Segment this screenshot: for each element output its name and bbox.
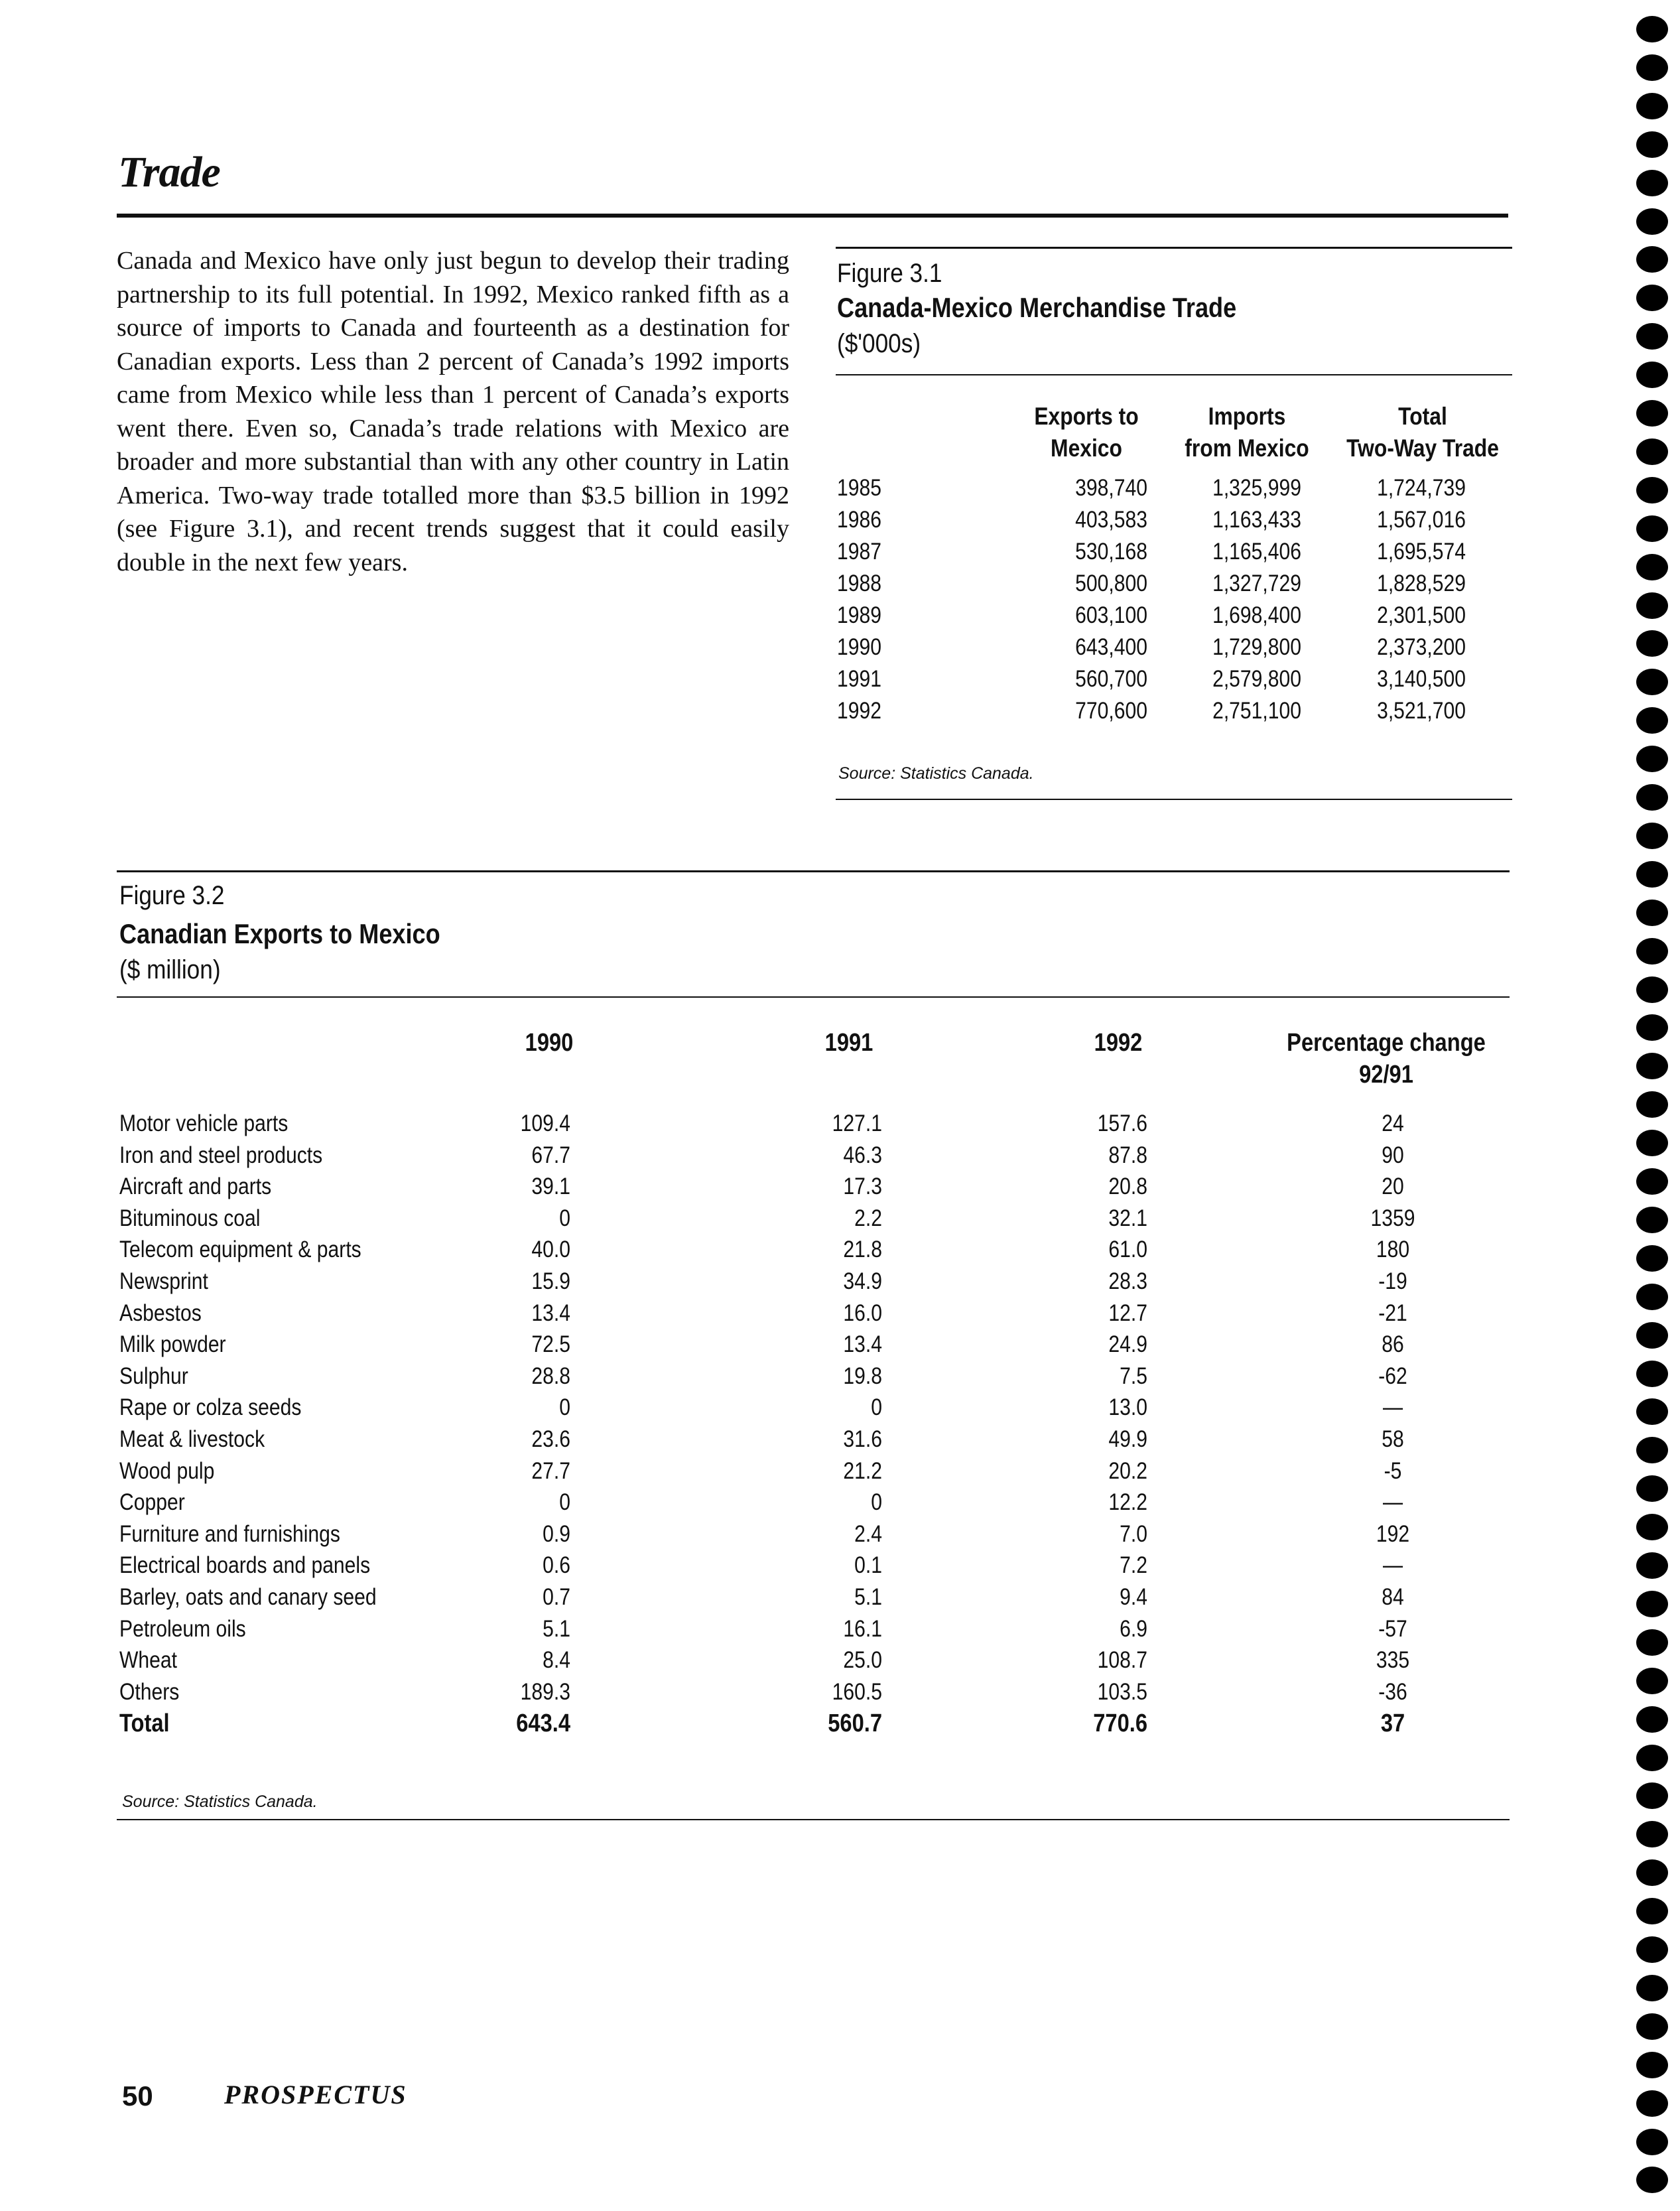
binding-hole: [1636, 16, 1668, 42]
total-cell: 1,724,739: [1377, 475, 1466, 501]
pct-change-cell: -21: [1378, 1300, 1407, 1326]
imports-cell: 1,325,999: [1212, 475, 1301, 501]
binding-hole: [1636, 746, 1668, 772]
binding-hole: [1636, 1668, 1668, 1694]
value-1992-cell: 28.3: [1108, 1268, 1147, 1294]
binding-hole: [1636, 1284, 1668, 1310]
value-1992-cell: 13.0: [1108, 1394, 1147, 1421]
value-1990-cell: 0.7: [543, 1584, 570, 1610]
value-1990-cell: 0: [559, 1205, 570, 1231]
item-label-cell: Asbestos: [119, 1300, 202, 1326]
year-cell: 1986: [837, 507, 881, 533]
binding-hole: [1636, 554, 1668, 580]
value-1990-cell: 15.9: [531, 1268, 570, 1294]
value-1990-cell: 0: [559, 1394, 570, 1421]
total-cell: 2,373,200: [1377, 634, 1466, 660]
item-label-cell: Furniture and furnishings: [119, 1520, 340, 1547]
value-1991-cell: 0: [871, 1394, 882, 1421]
item-label-cell: Bituminous coal: [119, 1205, 261, 1231]
binding-hole: [1636, 2052, 1668, 2078]
binding-hole: [1636, 285, 1668, 311]
value-1992-cell: 12.7: [1108, 1300, 1147, 1326]
item-label-cell: Copper: [119, 1489, 185, 1516]
pct-change-cell: 37: [1380, 1709, 1405, 1738]
item-label-cell: Electrical boards and panels: [119, 1552, 371, 1579]
year-cell: 1992: [837, 698, 881, 724]
binding-hole: [1636, 93, 1668, 119]
pct-change-cell: -62: [1378, 1363, 1407, 1389]
pct-change-cell: -19: [1378, 1268, 1407, 1294]
figure-3-1-title-rule: [836, 374, 1512, 375]
pct-change-cell: 86: [1382, 1331, 1404, 1358]
binding-hole: [1636, 515, 1668, 542]
figure-3-1-unit: ($'000s): [837, 329, 921, 358]
imports-cell: 1,698,400: [1212, 602, 1301, 628]
figure-3-1-bottom-rule: [836, 799, 1512, 800]
value-1990-cell: 0: [559, 1489, 570, 1516]
binding-hole: [1636, 1859, 1668, 1886]
binding-hole: [1636, 131, 1668, 158]
pct-change-cell: 58: [1382, 1426, 1404, 1452]
col-header-1990: 1990: [525, 1029, 574, 1057]
pct-change-cell: -36: [1378, 1678, 1407, 1705]
value-1990-cell: 27.7: [531, 1457, 570, 1484]
binding-hole: [1636, 2167, 1668, 2193]
value-1990-cell: 5.1: [543, 1615, 570, 1642]
binding-hole: [1636, 1898, 1668, 1924]
exports-cell: 403,583: [1075, 507, 1147, 533]
total-cell: 2,301,500: [1377, 602, 1466, 628]
value-1991-cell: 0: [871, 1489, 882, 1516]
item-label-cell: Total: [119, 1709, 170, 1738]
value-1992-cell: 7.5: [1120, 1363, 1147, 1389]
binding-hole: [1636, 2090, 1668, 2117]
item-label-cell: Milk powder: [119, 1331, 226, 1358]
binding-hole: [1636, 1782, 1668, 1809]
binding-hole: [1636, 630, 1668, 657]
section-title-rule: [117, 214, 1508, 218]
binding-hole: [1636, 1361, 1668, 1387]
binding-hole: [1636, 1475, 1668, 1502]
binding-hole: [1636, 2013, 1668, 2040]
binding-hole: [1636, 900, 1668, 926]
value-1990-cell: 643.4: [516, 1709, 570, 1738]
value-1991-cell: 34.9: [843, 1268, 882, 1294]
item-label-cell: Motor vehicle parts: [119, 1110, 289, 1136]
item-label-cell: Meat & livestock: [119, 1426, 265, 1452]
figure-3-1-number: Figure 3.1: [837, 259, 942, 288]
binding-hole: [1636, 1745, 1668, 1771]
value-1992-cell: 6.9: [1120, 1615, 1147, 1642]
total-cell: 1,695,574: [1377, 539, 1466, 565]
figure-3-1-title: Canada-Mexico Merchandise Trade: [837, 292, 1237, 323]
item-label-cell: Aircraft and parts: [119, 1173, 272, 1200]
value-1991-cell: 160.5: [832, 1678, 882, 1705]
figure-3-1-top-rule: [836, 247, 1512, 249]
value-1991-cell: 2.4: [854, 1520, 882, 1547]
binding-hole: [1636, 1398, 1668, 1425]
pct-change-cell: -57: [1378, 1615, 1407, 1642]
page-number: 50: [122, 2080, 153, 2111]
exports-cell: 770,600: [1075, 698, 1147, 724]
binding-hole: [1636, 592, 1668, 619]
figure-3-1-source: Source: Statistics Canada.: [838, 764, 1034, 783]
value-1990-cell: 0.9: [543, 1520, 570, 1547]
binding-hole: [1636, 1130, 1668, 1156]
col-header-pct: Percentage change 92/91: [1287, 1029, 1486, 1089]
binding-hole: [1636, 438, 1668, 465]
value-1990-cell: 8.4: [543, 1647, 570, 1674]
imports-cell: 2,751,100: [1212, 698, 1301, 724]
figure-3-2-title-rule: [117, 996, 1510, 998]
value-1991-cell: 46.3: [843, 1142, 882, 1168]
value-1992-cell: 157.6: [1097, 1110, 1147, 1136]
intro-paragraph: Canada and Mexico have only just begun to develop their trading partnership to its full potential. In 1992, Mexico ranked fifth as a source of imports to Canada and fourteenth as a destination for Canadian exports. Less than 2 percent of Canada’s 1992 imports came from Mexico while less than 1 percent of Canada’s exports went there. Even so, Canada’s trade relations with Mexico are broader and more substantial than with any other country in Latin America. Two-way trade totalled more than $3.5 billion in 1992 (see Figure 3.1), and recent trends suggest that it could easily double in the next few years.: [117, 247, 789, 576]
value-1991-cell: 16.1: [843, 1615, 882, 1642]
value-1992-cell: 12.2: [1108, 1489, 1147, 1516]
total-cell: 3,140,500: [1377, 666, 1466, 692]
col-header-total: Total Two-Way Trade: [1346, 403, 1499, 462]
binding-hole: [1636, 861, 1668, 888]
pct-change-cell: 24: [1382, 1110, 1404, 1136]
binding-hole: [1636, 1322, 1668, 1349]
value-1990-cell: 39.1: [531, 1173, 570, 1200]
binding-hole: [1636, 1437, 1668, 1463]
value-1990-cell: 28.8: [531, 1363, 570, 1389]
item-label-cell: Rape or colza seeds: [119, 1394, 302, 1421]
year-cell: 1989: [837, 602, 881, 628]
col-header-1991: 1991: [824, 1029, 873, 1057]
exports-cell: 560,700: [1075, 666, 1147, 692]
year-cell: 1991: [837, 666, 881, 692]
figure-3-1: [836, 247, 1512, 804]
value-1992-cell: 32.1: [1108, 1205, 1147, 1231]
figure-3-2-source: Source: Statistics Canada.: [122, 1792, 318, 1811]
imports-cell: 1,163,433: [1212, 507, 1301, 533]
item-label-cell: Wheat: [119, 1647, 177, 1674]
binding-hole: [1636, 1053, 1668, 1079]
binding-hole: [1636, 2129, 1668, 2155]
pct-change-cell: 1359: [1370, 1205, 1415, 1231]
item-label-cell: Barley, oats and canary seed: [119, 1584, 377, 1610]
binding-hole: [1636, 1245, 1668, 1272]
pct-change-cell: 90: [1382, 1142, 1404, 1168]
item-label-cell: Iron and steel products: [119, 1142, 323, 1168]
year-cell: 1985: [837, 475, 881, 501]
value-1992-cell: 9.4: [1120, 1584, 1147, 1610]
item-label-cell: Telecom equipment & parts: [119, 1237, 361, 1263]
binding-hole: [1636, 400, 1668, 427]
col-header-1992: 1992: [1094, 1029, 1143, 1057]
pct-change-cell: —: [1382, 1394, 1403, 1421]
binding-hole: [1636, 1168, 1668, 1195]
value-1990-cell: 109.4: [520, 1110, 570, 1136]
value-1992-cell: 103.5: [1097, 1678, 1147, 1705]
value-1992-cell: 20.2: [1108, 1457, 1147, 1484]
value-1990-cell: 67.7: [531, 1142, 570, 1168]
value-1991-cell: 19.8: [843, 1363, 882, 1389]
pct-change-cell: 192: [1376, 1520, 1410, 1547]
binding-hole: [1636, 1591, 1668, 1617]
value-1991-cell: 21.2: [843, 1457, 882, 1484]
binding-hole: [1636, 1975, 1668, 2001]
value-1992-cell: 7.0: [1120, 1520, 1147, 1547]
total-cell: 1,828,529: [1377, 570, 1466, 596]
value-1991-cell: 17.3: [843, 1173, 882, 1200]
exports-cell: 398,740: [1075, 475, 1147, 501]
value-1991-cell: 560.7: [828, 1709, 882, 1738]
pct-change-cell: 335: [1376, 1647, 1410, 1674]
binding-hole: [1636, 976, 1668, 1003]
item-label-cell: Others: [119, 1678, 180, 1705]
value-1991-cell: 5.1: [854, 1584, 882, 1610]
pct-change-cell: 180: [1376, 1237, 1410, 1263]
value-1991-cell: 127.1: [832, 1110, 882, 1136]
year-cell: 1988: [837, 570, 881, 596]
binding-hole: [1636, 246, 1668, 273]
value-1992-cell: 770.6: [1093, 1709, 1147, 1738]
value-1991-cell: 2.2: [854, 1205, 882, 1231]
value-1992-cell: 61.0: [1108, 1237, 1147, 1263]
figure-3-2-top-rule: [117, 870, 1510, 872]
imports-cell: 1,729,800: [1212, 634, 1301, 660]
binding-hole: [1636, 170, 1668, 196]
value-1991-cell: 0.1: [854, 1552, 882, 1579]
item-label-cell: Petroleum oils: [119, 1615, 246, 1642]
binding-hole: [1636, 1514, 1668, 1540]
binding-hole: [1636, 1552, 1668, 1579]
binding-hole: [1636, 1821, 1668, 1847]
value-1992-cell: 24.9: [1108, 1331, 1147, 1358]
item-label-cell: Sulphur: [119, 1363, 188, 1389]
year-cell: 1987: [837, 539, 881, 565]
exports-cell: 500,800: [1075, 570, 1147, 596]
value-1991-cell: 21.8: [843, 1237, 882, 1263]
total-cell: 1,567,016: [1377, 507, 1466, 533]
value-1992-cell: 108.7: [1097, 1647, 1147, 1674]
pct-change-cell: -5: [1384, 1457, 1402, 1484]
binding-hole: [1636, 477, 1668, 503]
binding-hole: [1636, 784, 1668, 811]
binding-hole: [1636, 1706, 1668, 1733]
binding-hole: [1636, 362, 1668, 388]
value-1992-cell: 87.8: [1108, 1142, 1147, 1168]
total-cell: 3,521,700: [1377, 698, 1466, 724]
exports-cell: 530,168: [1075, 539, 1147, 565]
imports-cell: 2,579,800: [1212, 666, 1301, 692]
binding-hole: [1636, 938, 1668, 965]
binding-hole: [1636, 1207, 1668, 1233]
binding-hole: [1636, 1936, 1668, 1963]
item-label-cell: Wood pulp: [119, 1457, 215, 1484]
binding-hole: [1636, 323, 1668, 350]
binding-hole: [1636, 54, 1668, 81]
figure-3-2-number: Figure 3.2: [119, 881, 225, 910]
exports-cell: 603,100: [1075, 602, 1147, 628]
year-cell: 1990: [837, 634, 881, 660]
binding-hole: [1636, 823, 1668, 849]
binding-hole: [1636, 707, 1668, 734]
value-1990-cell: 189.3: [520, 1678, 570, 1705]
value-1992-cell: 7.2: [1120, 1552, 1147, 1579]
figure-3-2-title: Canadian Exports to Mexico: [119, 918, 440, 949]
value-1991-cell: 16.0: [843, 1300, 882, 1326]
value-1990-cell: 40.0: [531, 1237, 570, 1263]
value-1991-cell: 25.0: [843, 1647, 882, 1674]
col-header-exports: Exports to Mexico: [1034, 403, 1139, 462]
section-title: Trade: [118, 148, 220, 196]
col-header-imports: Imports from Mexico: [1185, 403, 1309, 462]
value-1991-cell: 13.4: [843, 1331, 882, 1358]
figure-3-2-bottom-rule: [117, 1819, 1510, 1820]
binding-hole: [1636, 208, 1668, 235]
value-1990-cell: 13.4: [531, 1300, 570, 1326]
imports-cell: 1,165,406: [1212, 539, 1301, 565]
value-1990-cell: 0.6: [543, 1552, 570, 1579]
binding-hole: [1636, 1091, 1668, 1118]
pct-change-cell: 20: [1382, 1173, 1404, 1200]
binding-hole: [1636, 1014, 1668, 1041]
value-1991-cell: 31.6: [843, 1426, 882, 1452]
value-1990-cell: 23.6: [531, 1426, 570, 1452]
figure-3-2-unit: ($ million): [119, 955, 221, 984]
value-1990-cell: 72.5: [531, 1331, 570, 1358]
pct-change-cell: —: [1382, 1489, 1403, 1516]
exports-cell: 643,400: [1075, 634, 1147, 660]
prospectus-logo: PROSPECTUS: [224, 2080, 407, 2110]
binding-hole: [1636, 669, 1668, 695]
item-label-cell: Newsprint: [119, 1268, 208, 1294]
value-1992-cell: 49.9: [1108, 1426, 1147, 1452]
value-1992-cell: 20.8: [1108, 1173, 1147, 1200]
pct-change-cell: 84: [1382, 1584, 1404, 1610]
binding-hole: [1636, 1629, 1668, 1656]
imports-cell: 1,327,729: [1212, 570, 1301, 596]
pct-change-cell: —: [1382, 1552, 1403, 1579]
